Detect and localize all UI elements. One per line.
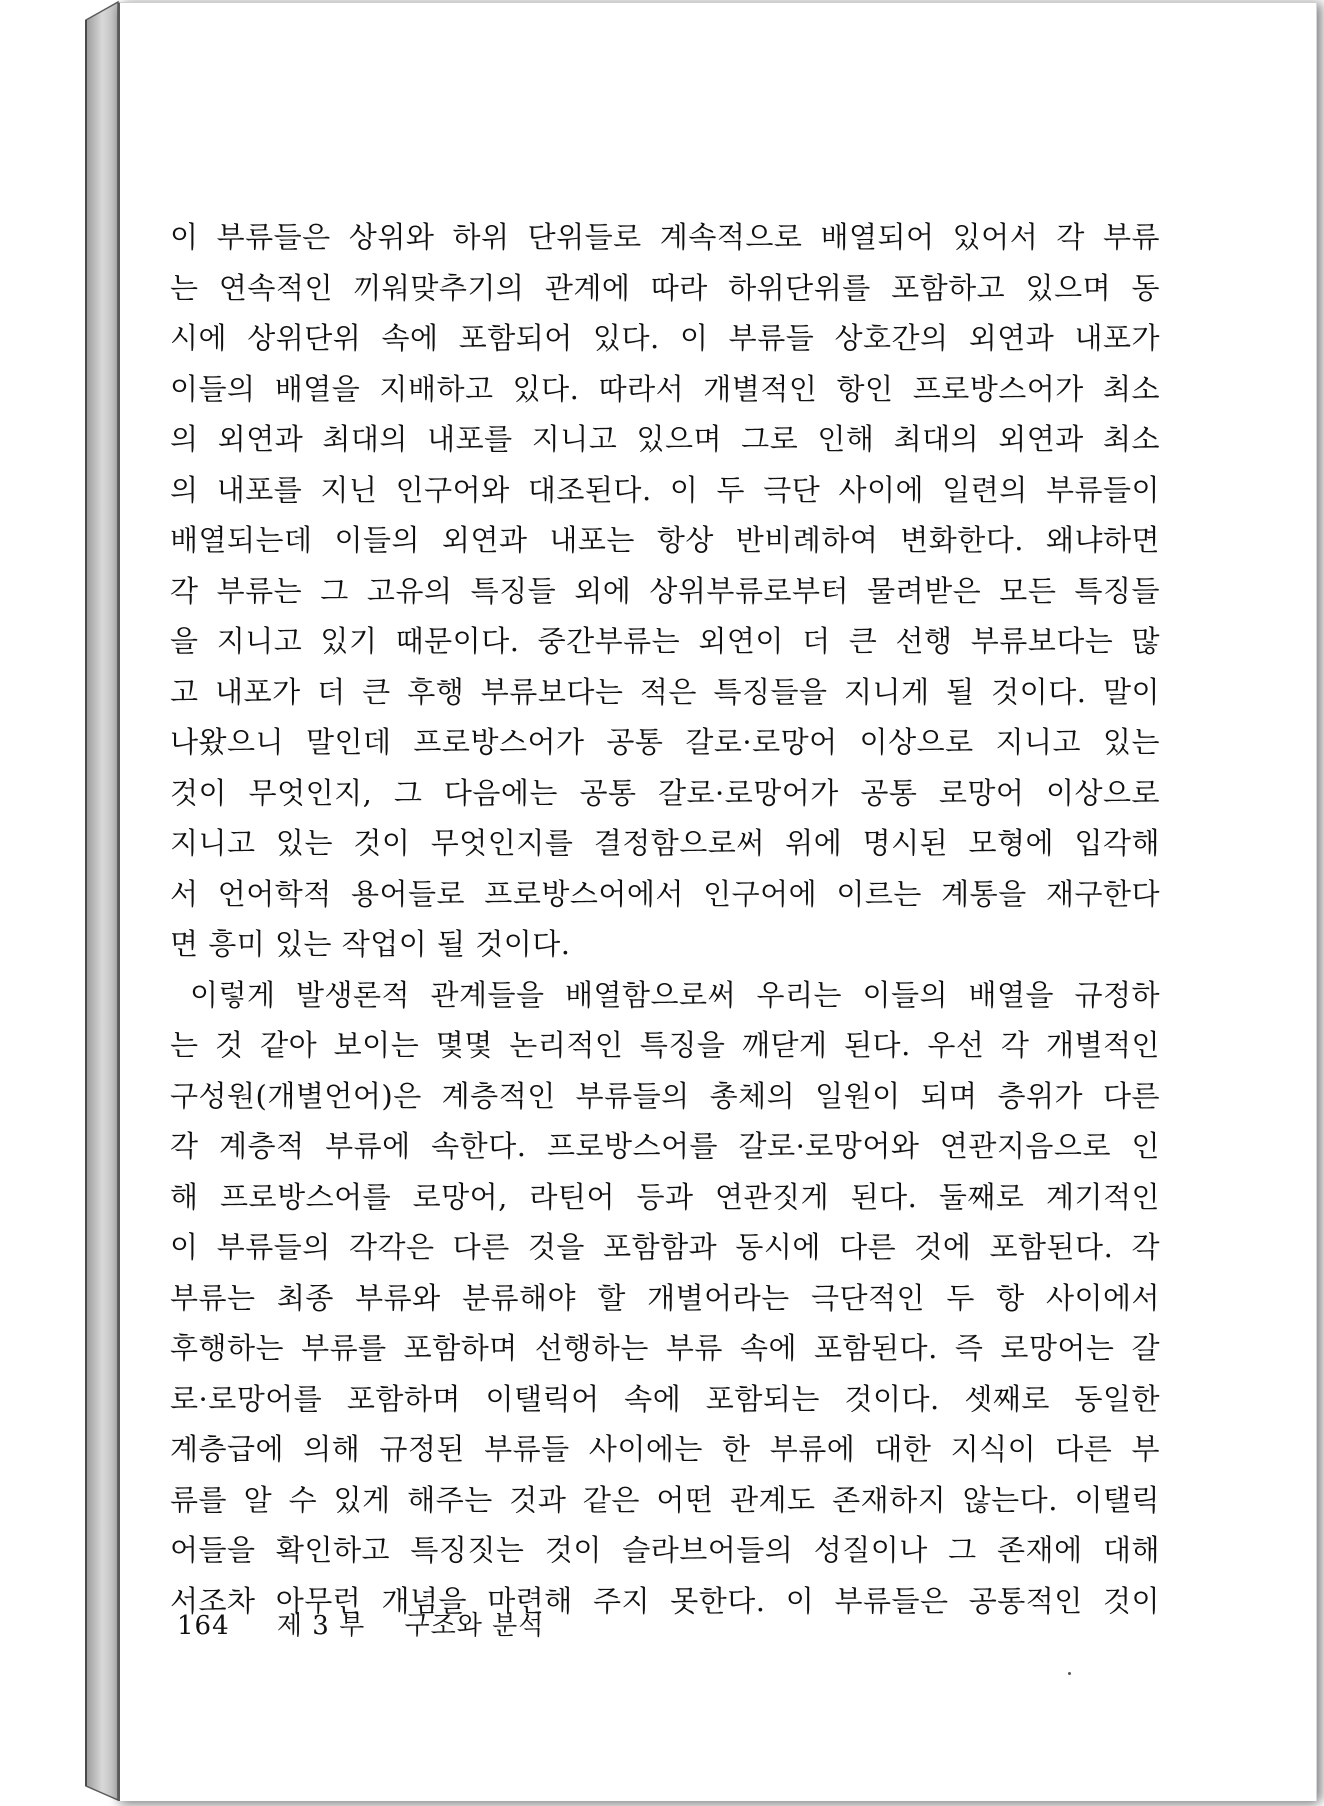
text-line: 는 것 같아 보이는 몇몇 논리적인 특징을 깨닫게 된다. 우선 각 개별적인 [170,1028,1160,1062]
text-line: 면 흥미 있는 작업이 될 것이다. [170,927,571,961]
text-line: 각 부류는 그 고유의 특징들 외에 상위부류로부터 물려받은 모든 특징들 [170,573,1160,608]
text-line: 나왔으니 말인데 프로방스어가 공통 갈로·로망어 이상으로 지니고 있는 [170,725,1160,759]
text-line: 각 계층적 부류에 속한다. 프로방스어를 갈로·로망어와 연관지음으로 인 [170,1129,1160,1163]
text-line: 로·로망어를 포함하며 이탤릭어 속에 포함되는 것이다. 셋째로 동일한 [170,1381,1160,1416]
paragraph-1 [170,212,1160,970]
text-line: 류를 알 수 있게 해주는 것과 같은 어떤 관계도 존재하지 않는다. 이탤릭 [170,1482,1160,1517]
text-line: 구성원(개별언어)은 계층적인 부류들의 총체의 일원이 되며 층위가 다른 [170,1078,1160,1113]
text-line: 고 내포가 더 큰 후행 부류보다는 적은 특징들을 지니게 될 것이다. 말이 [170,674,1160,709]
text-line: 이 부류들의 각각은 다른 것을 포함함과 동시에 다른 것에 포함된다. 각 [170,1230,1160,1264]
text-line: 시에 상위단위 속에 포함되어 있다. 이 부류들 상호간의 외연과 내포가 [170,321,1160,355]
page-number: 164 [177,1611,230,1641]
page-body [170,212,1160,1626]
text-line: 후행하는 부류를 포함하며 선행하는 부류 속에 포함된다. 즉 로망어는 갈 [170,1331,1160,1365]
speck-mark [1068,1672,1071,1675]
text-line: 배열되는데 이들의 외연과 내포는 항상 반비례하여 변화한다. 왜냐하면 [170,523,1160,557]
text-line: 의 내포를 지닌 인구어와 대조된다. 이 두 극단 사이에 일련의 부류들이 [170,472,1160,507]
text-line: 서 언어학적 용어들로 프로방스어에서 인구어에 이르는 계통을 재구한다 [170,876,1160,911]
section-title: 구조와 분석 [404,1611,545,1641]
text-line: 계층급에 의해 규정된 부류들 사이에는 한 부류에 대한 지식이 다른 부 [170,1432,1160,1466]
text-line: 어들을 확인하고 특징짓는 것이 슬라브어들의 성질이나 그 존재에 대해 [170,1533,1160,1567]
text-line: 이들의 배열을 지배하고 있다. 따라서 개별적인 항인 프로방스어가 최소 [170,371,1160,406]
text-line: 부류는 최종 부류와 분류해야 할 개별어라는 극단적인 두 항 사이에서 [170,1280,1160,1315]
text-line: 의 외연과 최대의 내포를 지니고 있으며 그로 인해 최대의 외연과 최소 [170,422,1160,456]
text-line: 는 연속적인 끼워맞추기의 관계에 따라 하위단위를 포함하고 있으며 동 [170,270,1160,305]
text-line: 이 부류들은 상위와 하위 단위들로 계속적으로 배열되어 있어서 각 부류 [170,220,1160,254]
part-label: 제 3 부 [276,1611,366,1641]
text-line: 해 프로방스어를 로망어, 라틴어 등과 연관짓게 된다. 둘째로 계기적인 [170,1179,1160,1214]
paragraph-2 [170,970,1160,1627]
text-line: 지니고 있는 것이 무엇인지를 결정함으로써 위에 명시된 모형에 입각해 [170,826,1160,860]
text-line: 서조차 아무런 개념을 마련해 주지 못한다. 이 부류들은 공통적인 것이 [170,1583,1160,1618]
page-footer [177,1605,544,1642]
text-line: 을 지니고 있기 때문이다. 중간부류는 외연이 더 큰 선행 부류보다는 많 [170,624,1160,658]
text-line: 것이 무엇인지, 그 다음에는 공통 갈로·로망어가 공통 로망어 이상으로 [170,775,1160,810]
text-line: 이렇게 발생론적 관계들을 배열함으로써 우리는 이들의 배열을 규정하 [190,977,1160,1012]
